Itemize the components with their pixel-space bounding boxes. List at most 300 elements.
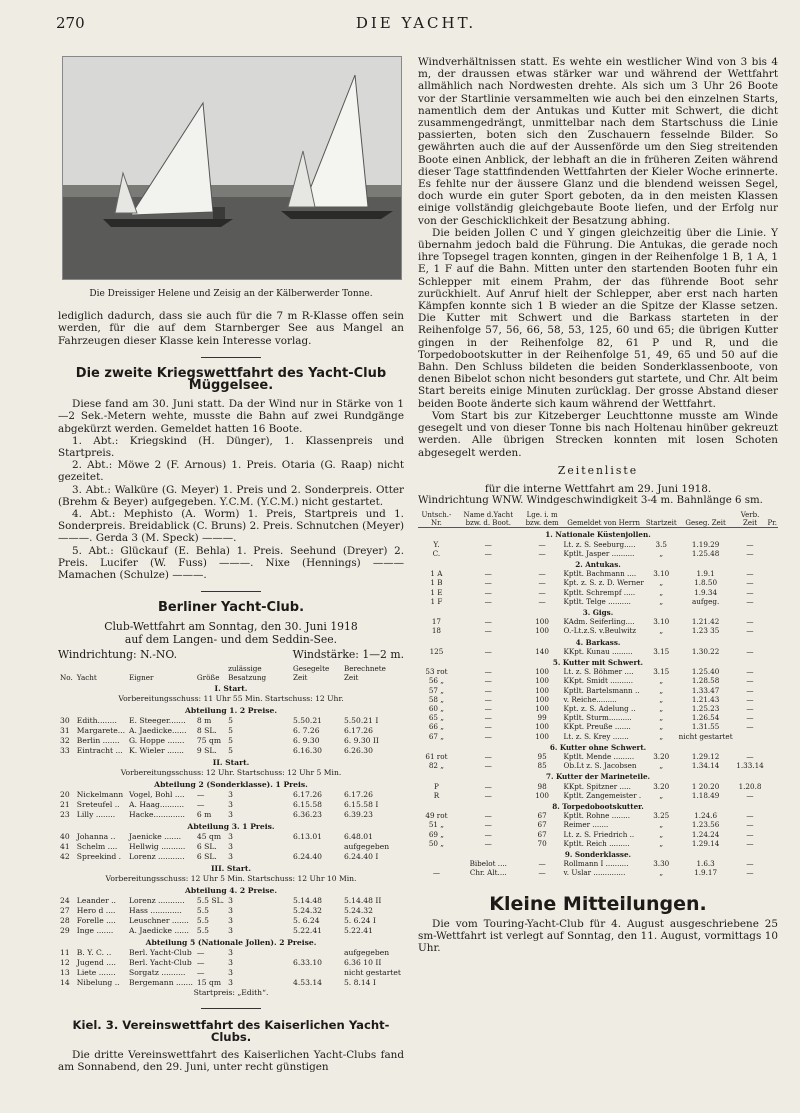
table-cell: — [484,731,492,741]
table-cell [766,549,778,558]
table-cell: 1.31.55 [691,722,720,732]
table-cell: — [538,548,546,558]
table-cell: — [484,587,492,597]
table-cell: 6.24.40 [293,851,323,861]
table-cell: — [196,799,205,809]
table-header-row [58,664,404,682]
table-cell: 100 [535,722,549,732]
table-cell: — [432,868,441,878]
paragraph: Die vom Touring-Yacht-Club für 4. August ausgeschriebene 25 sm-Wettfahrt ist verlegt auf Sonntag, den 11. August, vormittags 10 Uhr. [418,917,778,955]
table-cell: Lorenz ........... [129,895,185,905]
table-cell: — [746,811,754,821]
table-cell: — [746,617,754,627]
table-cell: 6.39.23 [343,809,373,819]
table-cell: — [746,694,754,704]
table-cell: — [196,967,205,977]
table-cell [734,732,767,741]
table-cell: — [484,790,492,800]
table-row [58,832,404,842]
table-cell: 1.24.6 [694,811,718,821]
table-cell: 42 [60,851,70,861]
table-row [58,958,404,968]
table-cell: — [746,790,754,800]
note-text: Vorbereitungsschuss: 11 Uhr 55 Min. Startschuss: 12 Uhr. [118,693,344,703]
table-cell: 1.34.14 [691,761,720,771]
table-cell [418,859,455,868]
table-cell: 95 [537,751,547,761]
table-row [418,732,778,741]
table-cell: „ [659,548,664,558]
section-row [58,884,404,896]
paragraph: Vom Start bis zur Kitzeberger Leuchttonne musste am Winde gesegelt und von dieser Tonne bis nach Holtenau hinüber gekreuzt werden. Alle übrigen Strecken konnten mit losen Schoten abgesegelt werden. [418,409,778,459]
table-cell: — [484,539,492,549]
table-cell: 15 qm [196,977,222,987]
table-cell: 30 [60,715,70,725]
table-row [418,676,778,685]
table-row [418,626,778,635]
table-cell: 1.28.58 [691,676,720,686]
table-cell: — [746,548,754,558]
section-row [58,756,404,768]
section-heading: Abteilung 5 (Nationale Jollen). 2 Preise. [145,937,317,947]
table-row [58,852,404,862]
table-cell: 6.16.30 [293,745,323,755]
section-heading: 7. Kutter der Marineteile. [545,772,651,782]
table-cell: v. Uslar .............. [563,868,626,878]
table-cell [766,597,778,606]
table-cell: 3 [228,809,233,819]
table-cell [766,782,778,791]
paragraph: 3. Abt.: Walküre (G. Meyer) 1. Preis und 2. Sonderpreis. Otter (Brehm & Beyer) aufgegeben. Y.C.M. (Y.C.M.) nicht gestartet. [58,483,404,508]
table-cell: — [484,548,492,558]
table-cell: 5.50.21 [293,715,323,725]
table-cell: 40 [60,831,70,841]
table-cell: — [538,539,546,549]
table-cell: 28 [60,915,70,925]
table-cell: 50 „ [428,838,444,848]
wind-info [58,649,404,661]
paragraph: 1. Abt.: Kriegskind (H. Dünger), 1. Klassenpreis und Startpreis. [58,434,404,460]
table-cell: Kpt. z. S. Adelung .. [563,703,636,713]
section-row [418,800,778,811]
table-cell: Lt. z. S. Krey ....... [563,731,629,741]
section-row [418,606,778,617]
table-row [58,726,404,736]
table-cell [291,948,342,958]
table-cell: 3.10 [653,569,670,579]
table-cell: 1.18.49 [691,790,720,800]
table-cell: P [434,781,439,791]
table-cell: — [746,587,754,597]
table-cell: 5 [228,745,233,755]
table-cell: „ [659,838,664,848]
photo-caption: Die Dreissiger Helene und Zeisig an der Kälberwerder Tonne. [89,289,373,299]
table-cell: KKpt. Preuße ....... [563,722,631,732]
table-cell [291,842,342,852]
table-cell [766,667,778,676]
table-cell: Eintracht ... [76,745,123,755]
table-cell: — [484,626,492,636]
table-row [418,868,778,877]
table-cell: aufgegeben [343,841,390,851]
table-cell: — [746,722,754,732]
section-row [418,741,778,752]
table-cell: — [538,868,546,878]
table-cell: v. Reiche......... [563,694,617,704]
table-cell: 1.29.14 [691,838,720,848]
table-cell: Ob.Lt z. S. Jacobsen [563,761,637,771]
table-cell: Nibelung .. [76,977,120,987]
table-cell: Edith........ [76,715,117,725]
table-cell [766,820,778,829]
table-cell: 6.15.58 I [343,799,379,809]
table-cell: — [746,667,754,677]
table-cell: 1.21.43 [691,694,720,704]
table-cell: Hellwig .......... [129,841,186,851]
table-cell: — [484,617,492,627]
table-cell: 5.5 [196,915,209,925]
table-cell: Y. [433,539,440,549]
table-cell: 3 [228,851,233,861]
table-cell: 6.17.26 [293,789,323,799]
table-cell: 66 „ [428,722,444,732]
table-cell: Kptlt. Bachmann .... [563,569,637,579]
note-row [58,694,404,704]
section-row [58,778,404,790]
table-cell: 1.23.56 [691,820,720,830]
table-row [58,916,404,926]
table-cell: 5 [228,715,233,725]
table-cell: 4.53.14 [293,977,323,987]
table-cell: 18 [431,626,441,636]
table-cell: 57 „ [428,685,444,695]
section-heading: 6. Kutter ohne Schwert. [549,742,647,752]
table-cell: 6 SL. [196,841,217,851]
table-cell: nicht gestartet [343,967,401,977]
zeitenliste-subtitle: für die interne Wettfahrt am 29. Juni 1918. [484,482,712,495]
table-cell: 27 [60,905,70,915]
table-cell: KKpt. Smidt .......... [563,676,634,686]
table-cell: — [746,868,754,878]
table-cell [766,578,778,587]
table-cell: — [484,596,492,606]
table-cell: 3 [228,789,233,799]
byc-subtitle-1: Club-Wettfahrt am Sonntag, den 30. Juni 1918 [104,620,358,634]
table-cell: — [746,859,754,869]
table-cell: 1.9.17 [694,868,718,878]
table-cell: 5.24.32 [343,905,373,915]
zeitenliste-body [418,528,778,878]
table-cell: 24 [60,895,70,905]
table-cell: 1.30.22 [691,646,720,656]
section-row [58,820,404,832]
table-cell: 6.24.40 I [343,851,379,861]
table-cell: „ [659,790,664,800]
table-cell: 6. 9.30 [293,735,320,745]
table-cell: aufgeg. [691,596,720,606]
table-cell: 31 [60,725,70,735]
table-cell: E. Steeger....... [129,715,186,725]
table-cell: — [196,947,205,957]
table-cell: „ [659,731,664,741]
table-cell: KKpt. Kunau ......... [563,646,633,656]
table-cell: 8 SL. [196,725,217,735]
table-cell: 3 [228,957,233,967]
table-cell: 6.48.01 [343,831,373,841]
column-header: Name d.Yacht bzw. d. Boot. [455,511,522,528]
section-heading: Abteilung 4. 2 Preise. [185,885,277,895]
table-cell: 58 „ [428,694,444,704]
table-cell: 11 [60,947,70,957]
table-cell: — [484,761,492,771]
table-cell: 100 [535,667,549,677]
table-cell: 6.15.58 [293,799,323,809]
table-cell: — [746,751,754,761]
column-header: Yacht [76,672,97,682]
table-cell: 100 [535,703,549,713]
table-cell: 9 SL. [196,745,217,755]
table-row [418,839,778,848]
table-cell: Jaenicke ....... [129,831,182,841]
table-cell: 100 [535,617,549,627]
table-cell: aufgegeben [343,947,390,957]
table-cell: Kptlt. Sturm.......... [563,713,632,723]
table-cell: 6.33.10 [293,957,323,967]
table-row [418,686,778,695]
table-cell: 29 [60,925,70,935]
table-cell: Margarete... [76,725,126,735]
section-heading: Abteilung 3. 1 Preis. [187,821,275,831]
table-cell: 6.26.30 [343,745,373,755]
table-cell [766,540,778,549]
table-cell: „ [659,587,664,597]
table-cell: 3 [228,915,233,925]
section-heading: Abteilung 1. 2 Preise. [185,705,277,715]
column-header: No. [60,672,73,682]
table-cell [766,859,778,868]
table-cell: 3.15 [653,667,670,677]
table-cell: 45 qm [196,831,222,841]
table-cell: 1 B [430,578,443,588]
table-cell: — [484,703,492,713]
table-cell: — [196,789,205,799]
table-cell [766,752,778,761]
table-cell: 5.14.48 [293,895,323,905]
table-cell: — [746,676,754,686]
table-cell: — [484,694,492,704]
section-heading: 4. Barkass. [575,637,621,647]
table-cell: 3.20 [653,781,670,791]
table-cell: 1.33.47 [691,685,720,695]
table-cell: „ [659,676,664,686]
table-cell: Chr. Alt.... [469,868,507,878]
table-cell: — [746,596,754,606]
column-header: Gemeldet von Herrn [563,511,645,528]
table-cell: — [484,646,492,656]
table-cell [766,732,778,741]
table-cell: Sreteufel .. [76,799,120,809]
table-row [58,800,404,810]
section-heading: II. Start. [212,757,250,767]
section-heading: I. Start. [214,683,248,693]
table-row [58,810,404,820]
table-cell: 70 [537,838,547,848]
table-row [58,716,404,726]
table-row [58,842,404,852]
table-cell: A. Jaedicke ...... [129,925,189,935]
table-row [58,896,404,906]
table-cell [766,617,778,626]
page-number: 270 [56,14,85,32]
table-cell: — [746,685,754,695]
table-cell: Jugend .... [76,957,116,967]
table-cell: 32 [60,735,70,745]
table-header-row [418,511,778,528]
table-cell: 5.5 [196,905,209,915]
table-cell: 33 [60,745,70,755]
table-cell: 3 [228,831,233,841]
table-cell: 1.6.3 [696,859,715,869]
section-row [58,682,404,694]
table-row [418,540,778,549]
note-text: Vorbereitungsschuss: 12 Uhr 5 Min. Startschuss: 12 Uhr 10 Min. [105,873,357,883]
column-header: Lge. i. m bzw. dem [522,511,563,528]
table-cell: 6.36.23 [293,809,323,819]
table-cell [766,868,778,877]
table-cell: A. Jaedicke...... [129,725,187,735]
table-cell: 6.17.26 [343,725,373,735]
table-row [58,948,404,958]
table-row [418,713,778,722]
table-cell: 6.17.26 [343,789,373,799]
table-cell: 125 [429,646,444,656]
section-heading: 2. Antukas. [575,559,621,569]
table-cell: „ [659,703,664,713]
table-cell: — [538,578,546,588]
table-cell: 99 [537,713,547,723]
note-row [58,874,404,884]
left-column [58,56,404,1073]
table-row [418,569,778,578]
table-cell: — [746,820,754,830]
table-cell [766,811,778,820]
table-cell: 5.5 [196,925,209,935]
table-cell: — [484,676,492,686]
table-cell: 1 F [430,596,443,606]
table-cell: 3.30 [653,859,670,869]
table-cell: — [746,703,754,713]
note-row [58,988,404,998]
table-cell: 3 [228,799,233,809]
table-cell: 1.26.54 [691,713,720,723]
table-cell: — [746,829,754,839]
table-cell: 3.5 [655,539,667,549]
paragraph: 4. Abt.: Mephisto (A. Worm) 1. Preis, Startpreis und 1. Sonderpreis. Breidablick (C. Bruns) 2. Preis. Schnutchen (Meyer) ———. Gerda 3 (M. Speck) ———. [58,508,404,545]
table-cell: 1.19.29 [691,539,720,549]
column-header: Eigner [129,672,154,682]
wind-direction: Windrichtung: N.-NO. [58,648,178,662]
table-cell: — [538,569,546,579]
table-row [418,722,778,731]
table-row [418,704,778,713]
table-cell: 1 20.20 [691,781,720,791]
table-cell [766,626,778,635]
table-cell: 12 [60,957,70,967]
table-cell: nicht gestartet [678,731,733,741]
table-cell: A. Haag.......... [129,799,185,809]
table-cell: G. Hoppe ....... [129,735,185,745]
table-cell: Rollmann I .......... [563,859,629,869]
table-cell: — [484,569,492,579]
column-header: Gesegelte Zeit [293,663,330,682]
table-cell: „ [659,685,664,695]
paragraph: Windverhältnissen statt. Es wehte ein westlicher Wind von 3 bis 4 m, der draussen etwas stärker war und während der Wettfahrt allmählich nach Nordwesten drehte. Als sich um 3 Uhr 26 Boote vor der Startlinie versammelten wie auch bei den einzelnen Starts, namentlich dem der Antukas und Kutter mit Schwert, die dicht zusammengedrängt, unmittelbar nach dem Startschuss die Linie passierten, boten sich den Zuschauern fesselnde Bilder. So gewährten auch die auf der Aussenförde um den Sieg streitenden Boote einen Anblick, der lebhaft an die in früheren Zeiten während dieser Tage stattfindenden Wettfahrten der Kieler Woche erinnerte. Es fehlte nur der äussere Glanz und die blendend weissen Segel, doch wurde ein guter Sport geboten, da in den meisten Klassen einige vollständig gleichgebaute Boote liefen, und der Erfolg nur von der Geschicklichkeit der Besatzung abhing. [418,56,778,227]
column-header: Startzeit [645,511,678,528]
section-heading: Abteilung 2 (Sonderklasse). 1 Preis. [154,779,308,789]
table-row [418,811,778,820]
table-cell: Berl. Yacht-Club [129,957,192,967]
table-cell: 41 [60,841,70,851]
table-cell: C. [432,548,441,558]
table-cell: 5.24.32 [293,905,323,915]
table-row [418,667,778,676]
section-row [58,862,404,874]
table-cell: 1.9.34 [694,587,718,597]
table-cell: 1.25.48 [691,548,720,558]
table-cell: — [746,578,754,588]
column-header: Verb. Zeit [734,511,767,528]
table-cell: 1 E [430,587,443,597]
paragraph: 5. Abt.: Glückauf (E. Behla) 1. Preis. Seehund (Dreyer) 2. Preis. Lucifer (W. Fuss) ———. Nixe (Hennings) ——— Mamachen (Schulze) ———. [58,544,404,582]
table-cell: 1.25.23 [691,703,720,713]
table-cell: 5. 6.24 I [343,915,376,925]
table-cell: 8 m [196,715,212,725]
table-cell: Spreekind . [76,851,122,861]
table-cell: Kptlt. Bartelsmann .. [563,685,640,695]
column-header: Größe [196,672,220,682]
results-table-body [58,682,404,998]
note-text: Vorbereitungsschuss: 12 Uhr. Startschuss: 12 Uhr 5 Min. [120,767,342,777]
table-cell: Lt. z. S. Böhmer .... [563,667,634,677]
table-cell: 49 rot [425,811,448,821]
table-cell: R [433,790,440,800]
table-cell: — [484,578,492,588]
table-row [418,647,778,656]
table-cell: 67 [537,820,547,830]
table-cell: — [196,957,205,967]
results-table-byc [58,664,404,998]
table-row [418,820,778,829]
table-cell: Hass ............. [129,905,182,915]
table-cell: 6 SL. [196,851,217,861]
table-cell [766,722,778,731]
table-row [418,597,778,606]
section-row [418,636,778,647]
table-cell: 5.22.41 [343,925,373,935]
table-cell: Hacke............. [129,809,185,819]
table-cell: K. Wieler ....... [129,745,184,755]
table-cell [766,588,778,597]
table-cell: Kptlt. Reich ......... [563,838,630,848]
table-cell: 100 [535,790,549,800]
table-cell: 3 [228,925,233,935]
section-title-kleine: Kleine Mitteilungen. [489,892,707,915]
table-cell: Berl. Yacht-Club [129,947,192,957]
table-cell: 5 [228,735,233,745]
section-row [418,528,778,540]
section-title-muggelsee: Die zweite Kriegswettfahrt des Yacht-Club Müggelsee. [75,365,387,394]
table-cell: 3 [228,967,233,977]
